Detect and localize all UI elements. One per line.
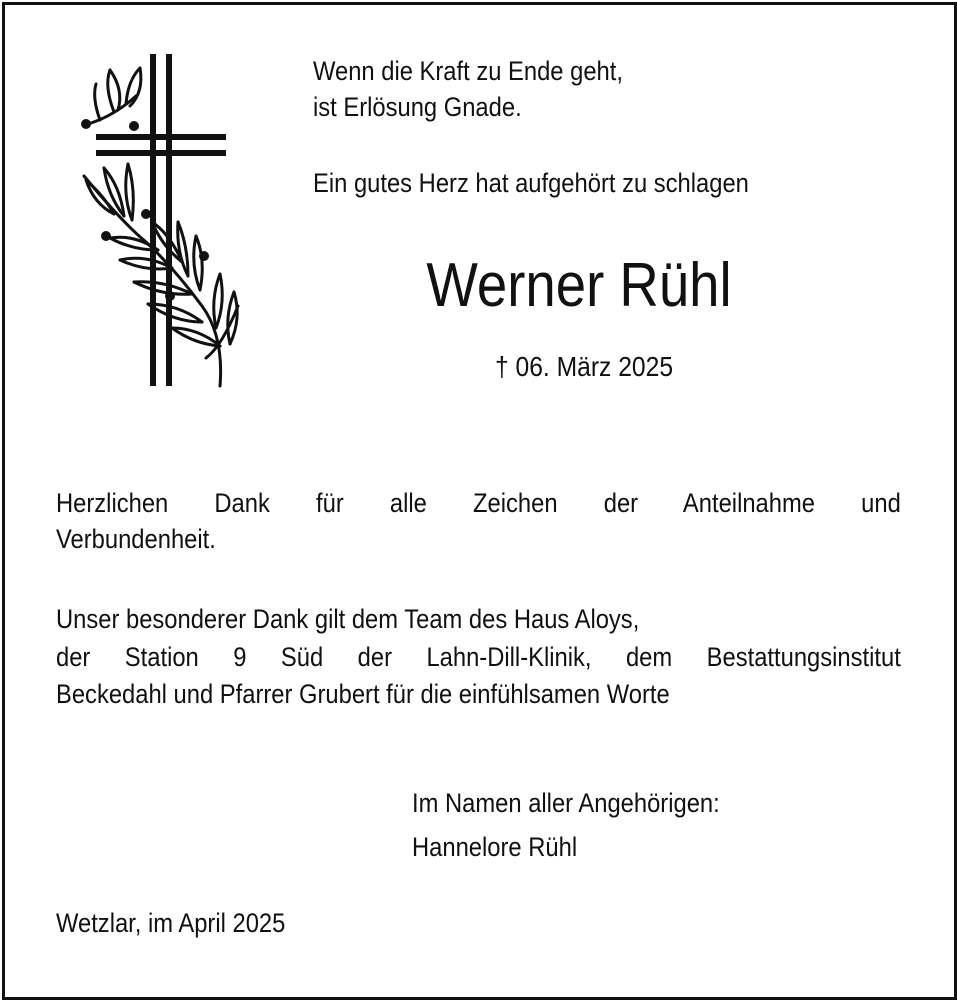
signature-line-1: Im Namen aller Angehörigen: [412,788,720,818]
special-thanks-line-1: Unser besonderer Dank gilt dem Team des Haus Aloys, [56,604,640,634]
verse-line-1: Wenn die Kraft zu Ende geht, [313,56,623,86]
death-date: † 06. März 2025 [494,351,674,382]
special-thanks-line-2: der Station 9 Süd der Lahn-Dill-Klinik, dem Bestattungsinstitut [56,642,901,672]
intro-text: Ein gutes Herz hat aufgehört zu schlagen [313,168,749,198]
deceased-name: Werner Rühl [426,251,732,320]
place-date: Wetzlar, im April 2025 [56,908,286,938]
thanks-line-1: Herzlichen Dank für alle Zeichen der Anteilnahme und [56,488,901,518]
special-thanks-line-3: Beckedahl und Pfarrer Grubert für die einfühlsamen Worte [56,679,670,709]
signature-name: Hannelore Rühl [412,832,578,862]
verse-line-2: ist Erlösung Gnade. [313,92,522,122]
thanks-line-2: Verbundenheit. [56,524,216,554]
cross-with-olive-branch-icon [74,46,250,392]
